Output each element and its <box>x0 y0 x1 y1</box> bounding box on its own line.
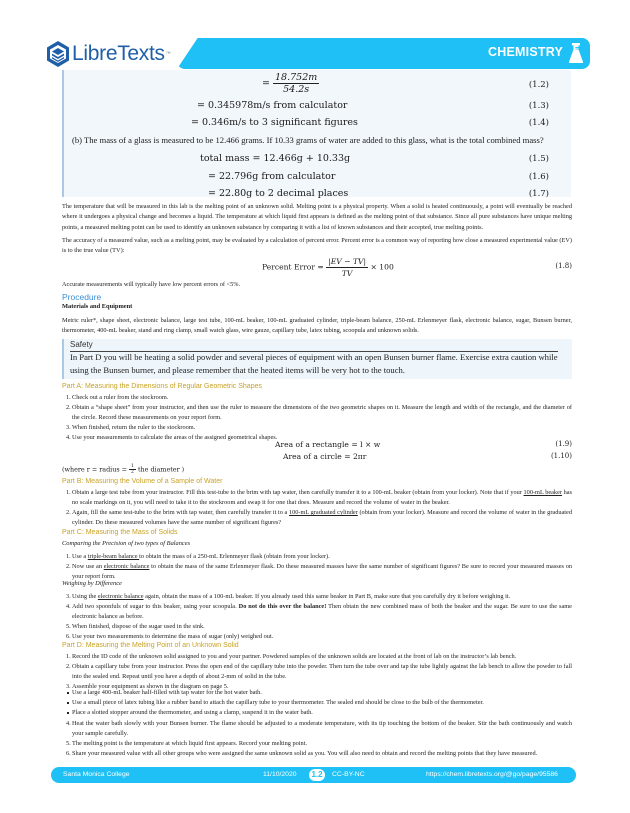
equation-number: (1.9) <box>555 440 572 448</box>
list-item <box>62 562 572 582</box>
step-text: Check out a ruler from the stockroom. <box>72 394 169 401</box>
equation-1-6: = 22.796g from calculator <box>208 171 336 182</box>
step-text: (obtain from your locker). Measure and record the volume of water in the graduated cylinder. Do these measured volumes have the same number of significant figures? <box>72 509 572 526</box>
step-number: 6. <box>66 633 71 640</box>
step-text: When finished, return the ruler to the stockroom. <box>72 424 196 431</box>
procedure-heading: Procedure <box>62 292 102 302</box>
example-box <box>62 70 571 197</box>
part-d-steps-2 <box>62 719 572 759</box>
step-number: 2. <box>66 404 71 411</box>
step-text: Add two spoonfuls of sugar to this beaker, using your scoopula. <box>72 603 239 610</box>
list-item <box>62 592 572 602</box>
step-text: Use your measurements to calculate the areas of the assigned geometrical shapes. <box>72 434 278 441</box>
precision-subheading: Comparing the Precision of two types of Balances <box>62 540 191 547</box>
equation-number: (1.8) <box>555 262 572 270</box>
list-item <box>62 719 572 739</box>
step-text: to obtain the mass of a 250-mL Erlenmeyer flask (obtain from your locker). <box>139 553 330 560</box>
step-text: Heat the water bath slowly with your Bunsen burner. The flame should be adjusted to a moderate temperature, with its tip touching the bottom of the beaker. Stir the bath continuously and watch your sample carefully. <box>72 720 572 737</box>
fraction-numerator: |EV − TV| <box>328 257 367 266</box>
step-text: Now use an <box>72 563 104 570</box>
footer-date: 11/10/2020 <box>263 771 297 778</box>
step-text: Assemble your equipment as shown in the diagram on page 5. <box>72 683 229 690</box>
part-c-heading: Part C: Measuring the Mass of Solids <box>62 529 178 536</box>
materials-text: Metric ruler*, shape sheet, electronic balance, large test tube, 100-mL beaker, 100-mL graduated cylinder, triple-beam balance, 250-mL Erlenmeyer flask, electronic balance, sugar, Bunsen burner, thermometer, 400-mL beaker, stand and ring clamp, small watch glass, wire gauze, capillary tube, latex tubing, scoopula and unknown solids. <box>62 317 572 335</box>
fraction-denominator: TV <box>341 269 353 278</box>
step-number: 2. <box>66 563 71 570</box>
list-item <box>62 423 572 433</box>
step-text: The melting point is the temperature at which liquid first appears. Record your melting point. <box>72 740 308 747</box>
step-text: Using the <box>72 593 98 600</box>
bullet-item <box>62 708 572 718</box>
materials-heading: Materials and Equipment <box>62 303 133 310</box>
step-number: 1. <box>66 489 71 496</box>
fraction-numerator: 1 <box>131 464 134 469</box>
step-text: Record the ID code of the unknown solid assigned to you and your partner. Powdered samples of the unknown solids are located at the front of lab on the instructor’s lab bench. <box>72 653 517 660</box>
bullet-icon <box>67 712 69 714</box>
step-number: 2. <box>66 509 71 516</box>
list-item <box>62 632 572 642</box>
step-number: 4. <box>66 720 71 727</box>
intro-paragraph-2: The accuracy of a measured value, such as a melting point, may be evaluated by a calculation of percent error. Percent error is a common way of reporting how close a measured experimental value (EV) is to the true value (TV): <box>62 237 573 255</box>
list-item <box>62 488 572 508</box>
list-item <box>62 652 572 662</box>
step-number: 1. <box>66 653 71 660</box>
fraction-denominator: 54.2s <box>283 84 310 95</box>
equation-number: (1.5) <box>528 154 549 164</box>
example-question-b: (b) The mass of a glass is measured to be 12.466 grams. If 10.33 grams of water are added to this glass, what is the total combined mass? <box>72 135 544 145</box>
part-a-steps <box>62 393 572 443</box>
list-item <box>62 602 572 622</box>
part-d-heading: Part D: Measuring the Melting Point of an Unknown Solid <box>62 642 239 649</box>
electronic-balance-link[interactable]: electronic balance <box>97 593 144 600</box>
footer-license: CC-BY-NC <box>332 771 365 778</box>
equation-1-4: = 0.346m/s to 3 significant figures <box>191 117 358 128</box>
step-number: 1. <box>66 553 71 560</box>
part-c-steps-1 <box>62 552 572 582</box>
safety-text: In Part D you will be heating a solid powder and several pieces of equipment with an open Bunsen burner flame. Exercise extra caution while using the Bunsen burner, and please remember that the heated items will be very hot to the touch. <box>70 352 558 375</box>
weighing-subheading: Weighing by Difference <box>62 580 122 587</box>
equation-number: (1.6) <box>528 172 549 182</box>
list-item <box>62 622 572 632</box>
step-text: Share your measured value with all other groups who were assigned the same unknown solid as you. You will also need to obtain and record the melting points that they have measured. <box>72 750 538 757</box>
libretexts-logo[interactable] <box>45 39 171 69</box>
equation-1-5: total mass = 12.466g + 10.33g <box>200 153 351 164</box>
list-item <box>62 662 572 682</box>
equation-number: (1.10) <box>550 452 572 460</box>
footer-college: Santa Monica College <box>63 771 130 778</box>
page-header <box>40 38 590 70</box>
bullet-text: Place a slotted stopper around the thermometer, and using a clamp, suspend it in the water bath. <box>72 709 313 716</box>
subject-label: CHEMISTRY <box>488 45 563 59</box>
logo-text: LibreTexts <box>72 42 165 65</box>
subject-banner-content[interactable] <box>180 38 593 69</box>
flask-icon <box>568 42 584 64</box>
bullet-icon <box>67 702 69 704</box>
equation-rhs: × 100 <box>370 262 394 272</box>
fraction-numerator: 18.752m <box>275 72 318 83</box>
step-text: Again, fill the same test-tube to the brim with tap water, then carefully transfer it to a <box>72 509 289 516</box>
equation-number: (1.4) <box>528 118 549 128</box>
fraction <box>273 72 319 95</box>
list-item <box>62 749 572 759</box>
list-item <box>62 403 572 423</box>
equation-number: (1.2) <box>528 80 549 90</box>
intro-paragraph-1: The temperature that will be measured in this lab is the melting point of an unknown solid. Melting point is a physical property. When a solid is heated continuously, a point will eventually be reached where it undergoes a physical change and becomes a liquid. The temperature at which liquid first appears is defined as the melting point of that substance. Since all pure substances have unique melting points, a measured melting point can be used to identify an unknown substance by comparing it with a list of known substances and their accepted, true melting points. <box>62 203 572 231</box>
part-b-heading: Part B: Measuring the Volume of a Sample of Water <box>62 478 223 485</box>
list-item <box>62 508 572 528</box>
fraction <box>326 256 368 279</box>
radius-note <box>62 464 184 475</box>
triple-beam-balance-link[interactable]: triple-beam balance <box>87 553 140 560</box>
part-d-bullets <box>62 688 572 718</box>
safety-title: Safety <box>70 340 93 349</box>
intro-paragraph-3: Accurate measurements will typically have low percent errors of <5%. <box>62 281 241 288</box>
step-text: Obtain a large test tube from your instructor. Fill this test-tube to the brim with tap water, then carefully transfer it to a 100-mL beaker (obtain from your locker). Note that if your <box>72 489 524 496</box>
footer-page-number: 1.2 <box>309 769 325 781</box>
warning-text: Do not do this over the balance! <box>238 603 327 610</box>
circle-area-equation: Area of a circle = 2πr <box>283 452 367 461</box>
step-text: Use your two measurements to determine the mass of sugar (only) weighed out. <box>72 633 274 640</box>
electronic-balance-link[interactable]: electronic balance <box>103 563 150 570</box>
step-number: 4. <box>66 434 71 441</box>
step-number: 3. <box>66 683 71 690</box>
part-b-steps <box>62 488 572 528</box>
beaker-link[interactable]: 100-mL beaker <box>523 489 562 496</box>
step-number: 4. <box>66 603 71 610</box>
step-text: When finished, dispose of the sugar used in the sink. <box>72 623 205 630</box>
list-item <box>62 393 572 403</box>
part-d-steps-1 <box>62 652 572 692</box>
bullet-text: Use a large 400-mL beaker half-filled with tap water for the hot water bath. <box>72 689 262 696</box>
part-a-heading: Part A: Measuring the Dimensions of Regular Geometric Shapes <box>62 383 262 390</box>
footer-url-link[interactable]: https://chem.libretexts.org/@go/page/95586 <box>426 771 558 778</box>
list-item <box>62 552 572 562</box>
rectangle-area-equation: Area of a rectangle = l × w <box>275 440 381 449</box>
equation-1-3: = 0.345978m/s from calculator <box>197 100 348 111</box>
equation-number: (1.3) <box>528 101 549 111</box>
bullet-text: Use a small piece of latex tubing like a rubber band to attach the capillary tube to your thermometer. The sealed end should be close to the bulb of the thermometer. <box>72 699 484 706</box>
percent-error-equation <box>262 256 394 279</box>
bullet-item <box>62 688 572 698</box>
equation-equals: = <box>262 78 270 89</box>
radius-note-prefix: (where r = radius = <box>62 465 127 474</box>
radius-note-suffix: the diameter ) <box>137 465 185 474</box>
step-text: again, obtain the mass of a 100-mL beaker. If you already used this same beaker in Part B, make sure that you carefully dry it before weighing it. <box>143 593 511 600</box>
graduated-cylinder-link[interactable]: 100-mL graduated cylinder <box>288 509 358 516</box>
equation-1-2 <box>262 72 319 95</box>
fraction <box>129 464 136 475</box>
bullet-icon <box>67 692 69 694</box>
step-number: 5. <box>66 623 71 630</box>
step-text: Obtain a capillary tube from your instructor. Press the open end of the capillary tube into the powder. Then turn the tube over and tap the tube lightly against the lab bench to allow the powder to fall into the sealed end. Repeat until you have a depth of about 2-mm of solid in the tube. <box>72 663 572 680</box>
step-number: 3. <box>66 593 71 600</box>
step-text: Then obtain the new combined mass of both the beaker and the sugar. Be sure to use the same electronic balance as before. <box>72 603 572 620</box>
page-footer <box>51 767 576 783</box>
equation-lhs: Percent Error = <box>262 262 324 272</box>
step-number: 2. <box>66 663 71 670</box>
logo-trademark: ™ <box>165 51 171 57</box>
equation-number: (1.7) <box>528 189 549 199</box>
fraction-denominator: 2 <box>131 470 134 475</box>
step-number: 6. <box>66 750 71 757</box>
part-c-steps-2 <box>62 592 572 642</box>
step-number: 1. <box>66 394 71 401</box>
step-text: Obtain a “shape sheet” from your instructor, and then use the ruler to measure the dimensions of the two geometric shapes on it. Measure the length and width of the rectangle, and the diameter of the circle. Record these measurements on your report form. <box>72 404 572 421</box>
step-text: Use a <box>72 553 88 560</box>
step-number: 5. <box>66 740 71 747</box>
step-text: has no scale markings on it, you will need to take it to the stockroom and swap it for one that does. Measure and record the volume of water in the beaker. <box>72 489 573 506</box>
list-item <box>62 739 572 749</box>
safety-box <box>62 339 572 379</box>
bullet-item <box>62 698 572 708</box>
equation-1-7: = 22.80g to 2 decimal places <box>208 188 349 199</box>
libretexts-logo-icon <box>45 40 71 68</box>
step-text: to obtain the mass of the same Erlenmeyer flask. Do these measured masses have the same number of significant figures? Be sure to record your measured masses on your report form. <box>72 563 572 580</box>
step-number: 3. <box>66 424 71 431</box>
